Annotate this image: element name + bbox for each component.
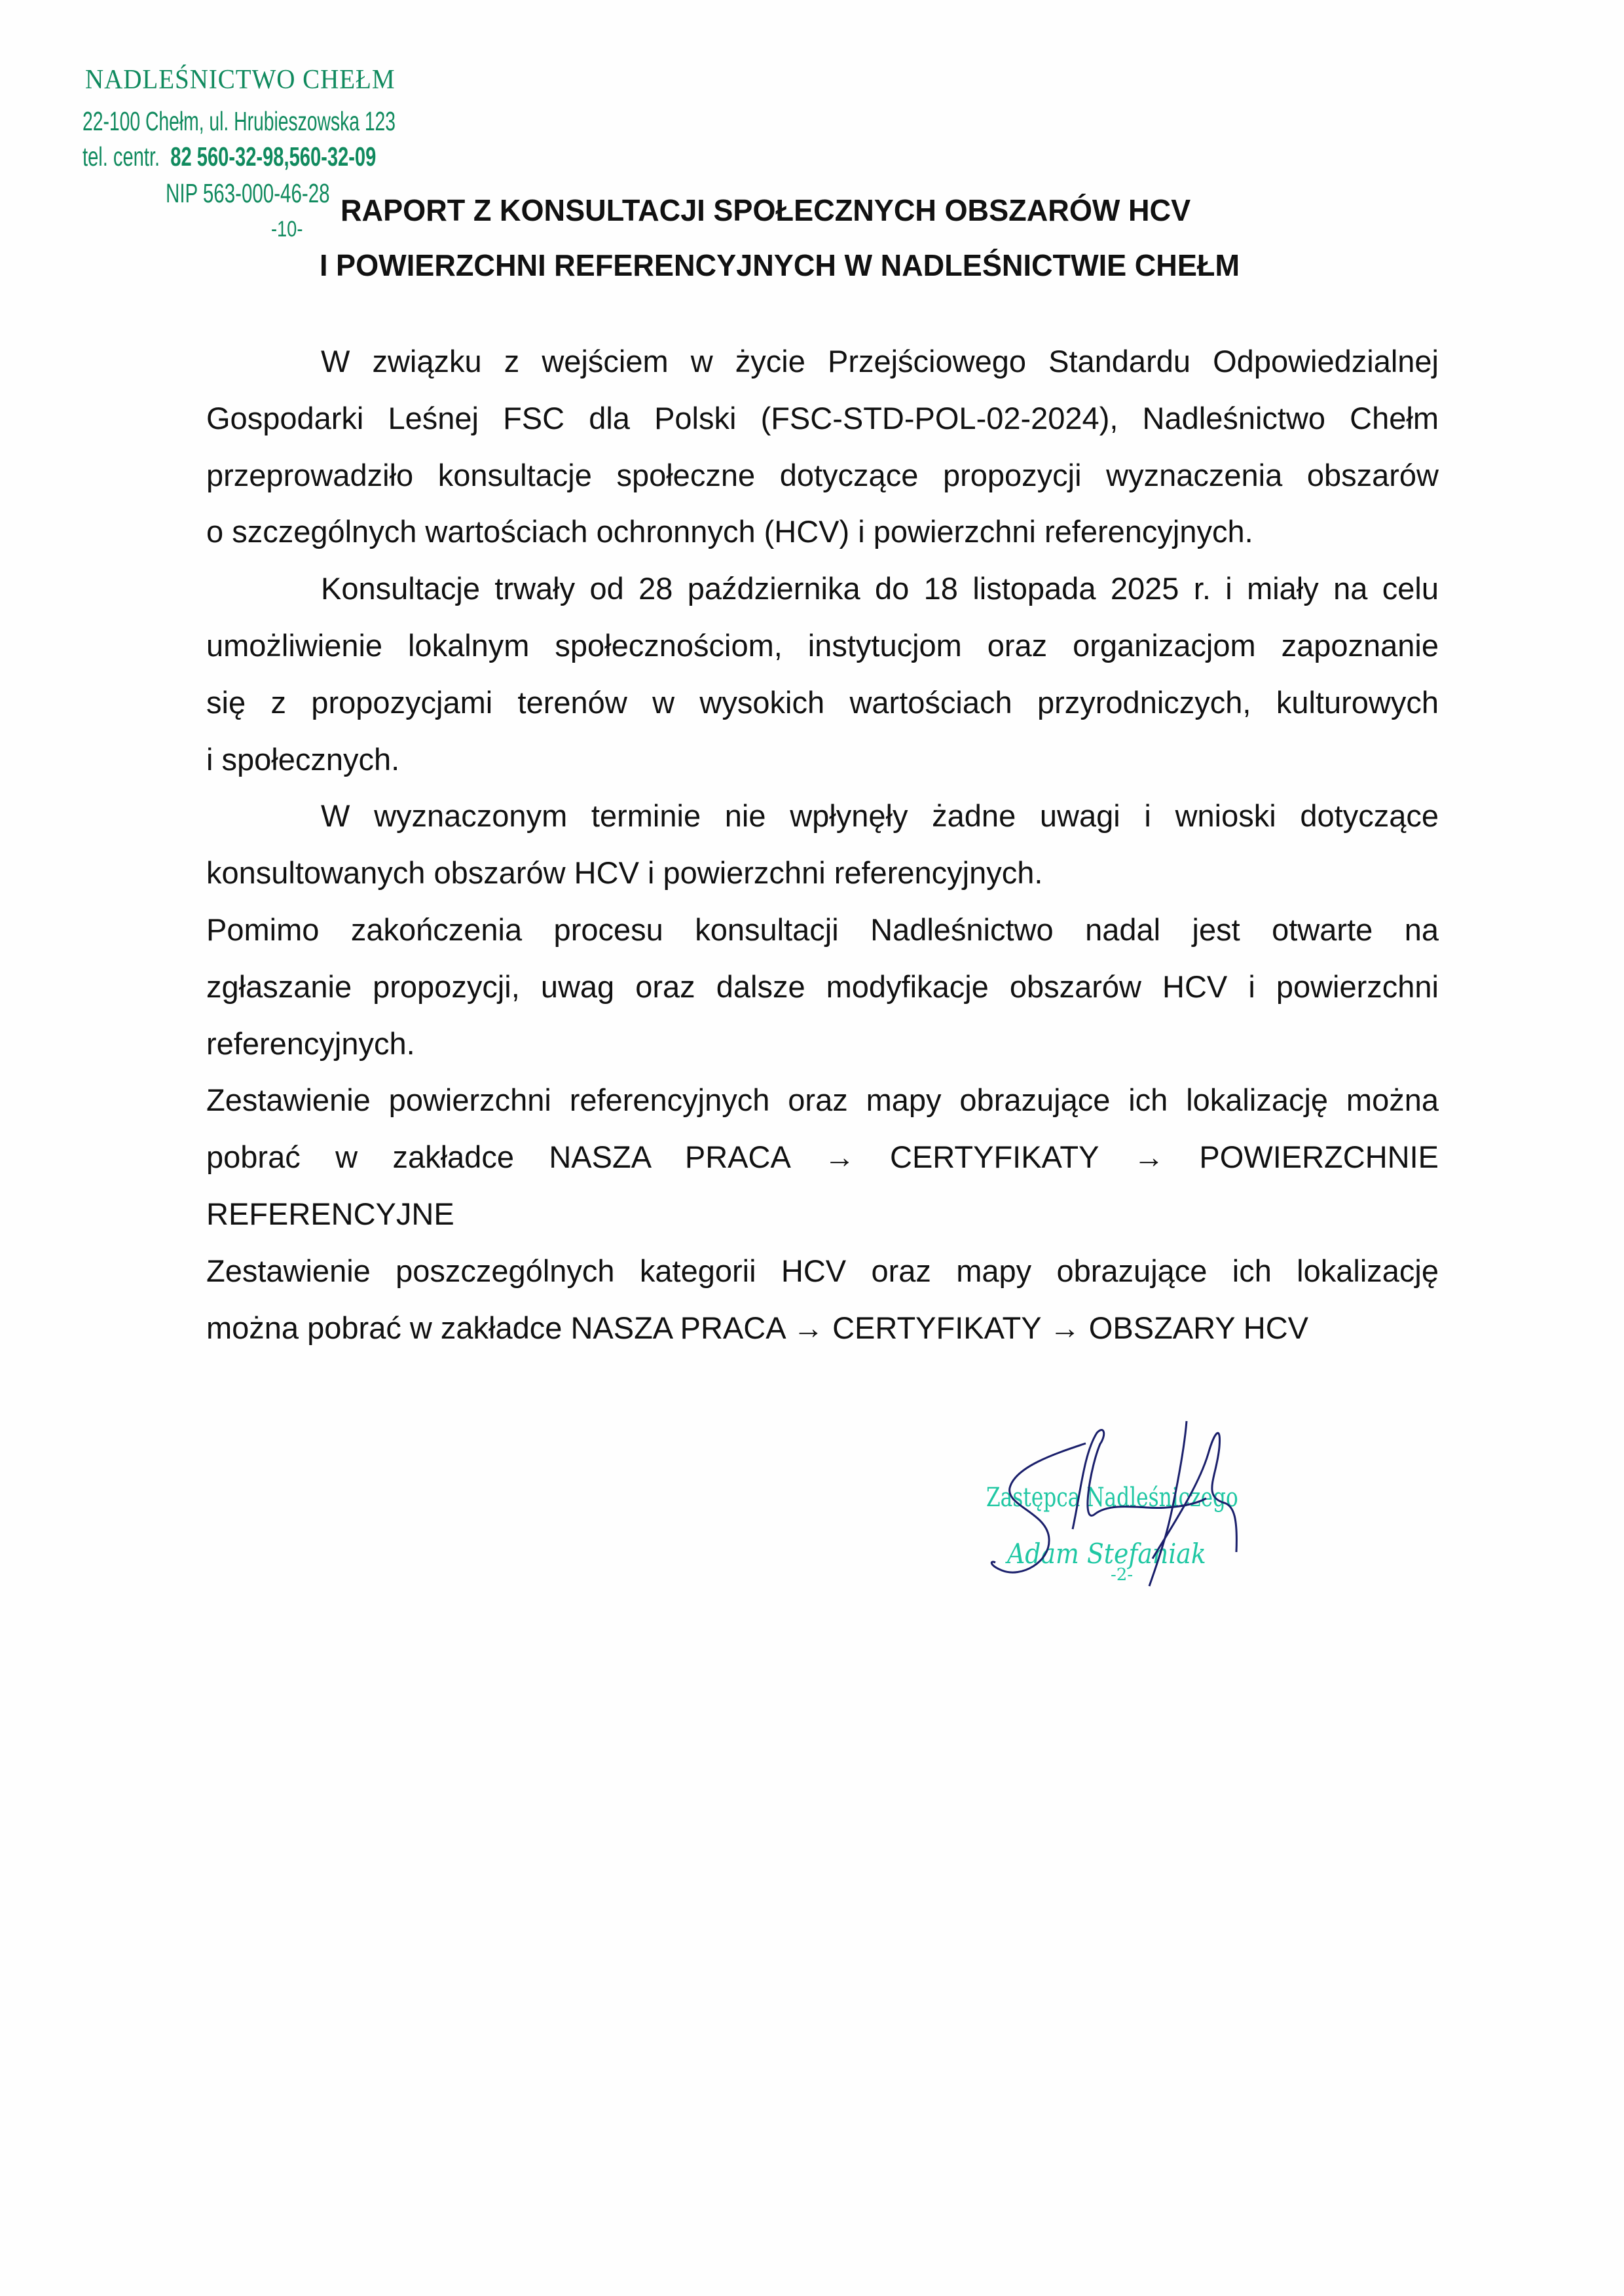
body-line: konsultowanych obszarów HCV i powierzchni referencyjnych. [206, 855, 1043, 891]
phone-label: tel. centr. [83, 141, 160, 172]
signature-stroke [1073, 1430, 1206, 1529]
body-line: można pobrać w zakładce NASZA PRACA → CERTYFIKATY → OBSZARY HCV [206, 1310, 1309, 1345]
signature-stamp-code: -2- [1111, 1565, 1134, 1585]
organization-nip: NIP 563-000-46-28 [166, 178, 330, 208]
organization-name: NADLEŚNICTWO CHEŁM [85, 65, 396, 95]
organization-address: 22-100 Chełm, ul. Hrubieszowska 123 [83, 106, 396, 136]
handwritten-signature-icon [976, 1415, 1264, 1591]
body-line: W wyznaczonym terminie nie wpłynęły żadne uwagi i wnioski dotyczące [321, 798, 1439, 834]
document-title-line-1: RAPORT Z KONSULTACJI SPOŁECZNYCH OBSZARÓW HCV [341, 193, 1191, 227]
body-line: Zestawienie poszczególnych kategorii HCV oraz mapy obrazujące ich lokalizację [206, 1253, 1439, 1288]
body-line: REFERENCYJNE [206, 1196, 454, 1231]
body-line: umożliwienie lokalnym społecznościom, instytucjom oraz organizacjom zapoznanie [206, 628, 1439, 663]
signature-stamp-name: Adam Stefaniak [1007, 1538, 1206, 1570]
signature-stamp-title: Zastępca Nadleśniczego [986, 1483, 1238, 1513]
document-title-line-2: I POWIERZCHNI REFERENCYJNYCH W NADLEŚNICTWIE CHEŁM [320, 248, 1240, 282]
phone-numbers: 82 560-32-98,560-32-09 [170, 141, 377, 172]
body-line: Gospodarki Leśnej FSC dla Polski (FSC-STD-POL-02-2024), Nadleśnictwo Chełm [206, 400, 1439, 435]
body-line: się z propozycjami terenów w wysokich wartościach przyrodniczych, kulturowych [206, 684, 1439, 720]
body-line: Pomimo zakończenia procesu konsultacji Nadleśnictwo nadal jest otwarte na [206, 912, 1439, 947]
stamp-code: -10- [271, 217, 303, 242]
signature-block [976, 1415, 1264, 1591]
organization-phone [83, 143, 376, 170]
signature-stroke [1153, 1433, 1236, 1559]
body-line: i społecznych. [206, 741, 400, 777]
body-line: Konsultacje trwały od 28 października do 18 listopada 2025 r. i miały na celu [321, 571, 1439, 606]
body-line: W związku z wejściem w życie Przejściowego Standardu Odpowiedzialnej [321, 344, 1439, 379]
signature-stroke [991, 1443, 1086, 1572]
body-line: Zestawienie powierzchni referencyjnych oraz mapy obrazujące ich lokalizację można [206, 1083, 1439, 1118]
body-line: pobrać w zakładce NASZA PRACA → CERTYFIKATY → POWIERZCHNIE [206, 1139, 1439, 1175]
body-line: zgłaszanie propozycji, uwag oraz dalsze modyfikacje obszarów HCV i powierzchni [206, 969, 1439, 1004]
body-line: przeprowadziło konsultacje społeczne dotyczące propozycji wyznaczenia obszarów [206, 457, 1439, 492]
body-line: referencyjnych. [206, 1026, 415, 1061]
signature-stroke [1149, 1421, 1187, 1586]
body-line: o szczególnych wartościach ochronnych (HCV) i powierzchni referencyjnych. [206, 514, 1253, 549]
